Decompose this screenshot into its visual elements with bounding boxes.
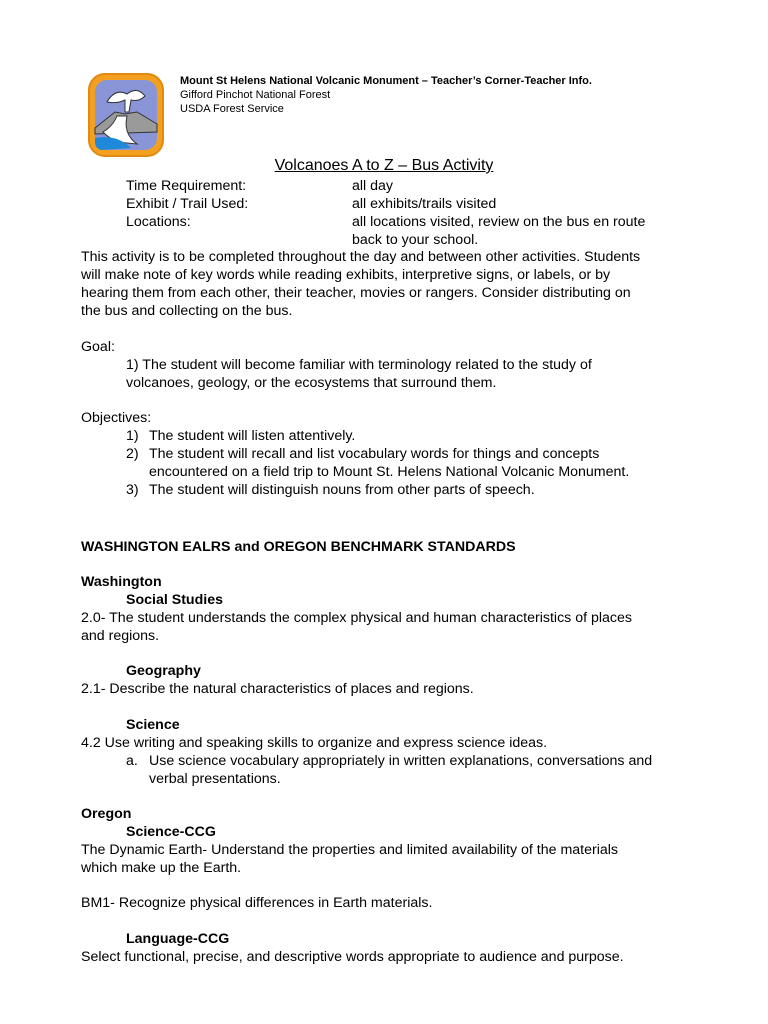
language-ccg-line: Select functional, precise, and descriptive words appropriate to audience and purpose.	[81, 949, 624, 965]
science-item-line-1: Use science vocabulary appropriately in written explanations, conversations and	[149, 753, 653, 769]
social-studies-line-1: 2.0- The student understands the complex physical and human characteristics of places	[81, 610, 632, 626]
standards-heading: WASHINGTON EALRS and OREGON BENCHMARK STANDARDS	[81, 539, 516, 555]
intro-line-4: the bus and collecting on the bus.	[81, 303, 293, 319]
objective-3-line-1: The student will distinguish nouns from other parts of speech.	[149, 482, 535, 498]
washington-heading: Washington	[81, 574, 162, 590]
time-requirement-value: all day	[352, 178, 394, 194]
intro-line-2: will make note of key words while reading exhibits, interpretive signs, or labels, or by	[81, 267, 611, 283]
header-monument-title: Mount St Helens National Volcanic Monument – Teacher’s Corner-Teacher Info.	[180, 75, 592, 87]
locations-value-line-2: back to your school.	[352, 232, 479, 248]
language-ccg-heading: Language-CCG	[126, 931, 230, 947]
objective-2-line-1: The student will recall and list vocabulary words for things and concepts	[149, 446, 600, 462]
objective-2-line-2: encountered on a field trip to Mount St. Helens National Volcanic Monument.	[149, 464, 630, 480]
bm1-line: BM1- Recognize physical differences in Earth materials.	[81, 895, 433, 911]
oregon-heading: Oregon	[81, 806, 132, 822]
document-header	[180, 74, 592, 116]
exhibit-trail-value: all exhibits/trails visited	[352, 196, 497, 212]
forest-service-volcano-logo-icon	[87, 72, 165, 158]
page-title: Volcanoes A to Z – Bus Activity	[274, 157, 494, 174]
goal-line-2: volcanoes, geology, or the ecosystems that surround them.	[126, 375, 497, 391]
social-studies-line-2: and regions.	[81, 628, 160, 644]
science-item-letter: a.	[126, 753, 138, 769]
geography-heading: Geography	[126, 663, 201, 679]
science-heading: Science	[126, 717, 180, 733]
objective-number: 1)	[126, 428, 139, 444]
intro-line-1: This activity is to be completed throughout the day and between other activities. Students	[81, 249, 641, 265]
intro-line-3: hearing them from each other, their teacher, movies or rangers. Consider distributing on	[81, 285, 631, 301]
geography-line: 2.1- Describe the natural characteristics of places and regions.	[81, 681, 474, 697]
time-requirement-label: Time Requirement:	[126, 178, 247, 194]
locations-value-line-1: all locations visited, review on the bus en route	[352, 214, 646, 230]
header-forest-name: Gifford Pinchot National Forest	[180, 89, 331, 101]
goal-line-1: 1) The student will become familiar with terminology related to the study of	[126, 357, 592, 373]
objectives-label: Objectives:	[81, 410, 152, 426]
locations-label: Locations:	[126, 214, 191, 230]
objective-1-line-1: The student will listen attentively.	[149, 428, 356, 444]
social-studies-heading: Social Studies	[126, 592, 223, 608]
science-ccg-line-2: which make up the Earth.	[81, 860, 242, 876]
science-ccg-heading: Science-CCG	[126, 824, 216, 840]
science-line: 4.2 Use writing and speaking skills to organize and express science ideas.	[81, 735, 548, 751]
science-ccg-line-1: The Dynamic Earth- Understand the properties and limited availability of the materials	[81, 842, 619, 858]
objective-number: 2)	[126, 446, 139, 462]
goal-label: Goal:	[81, 339, 115, 355]
header-agency-name: USDA Forest Service	[180, 103, 284, 115]
objective-number: 3)	[126, 482, 139, 498]
exhibit-trail-label: Exhibit / Trail Used:	[126, 196, 249, 212]
science-item-line-2: verbal presentations.	[149, 771, 281, 787]
